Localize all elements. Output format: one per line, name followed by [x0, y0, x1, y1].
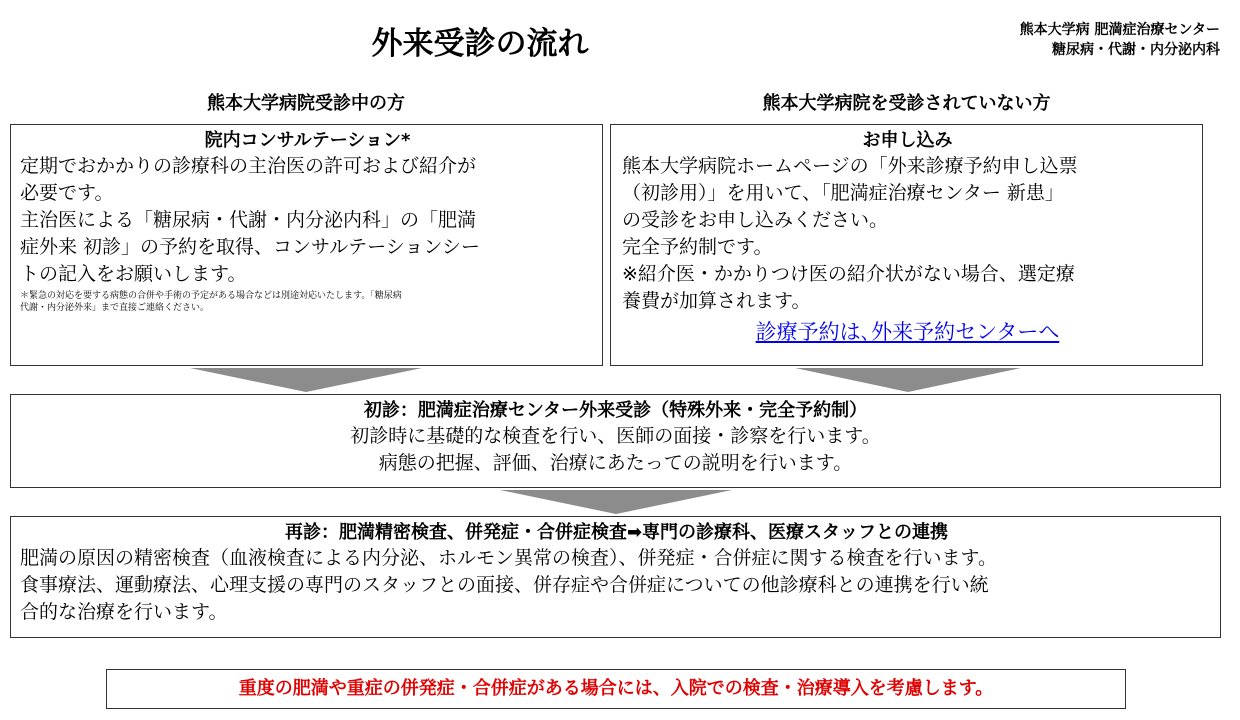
middle-down-arrow [500, 490, 732, 514]
revisit-line-3: 合的な治療を行います。 [20, 601, 228, 623]
application-line-4: 完全予約制です。 [622, 236, 773, 258]
application-box [610, 124, 1203, 366]
emergency-note-line-1: ＊緊急の対応を要する病態の合併や手術の予定がある場合などは別途対応いたします。「糖尿病 [20, 291, 402, 301]
application-title: お申し込み [862, 130, 953, 151]
page-title: 外来受診の流れ [371, 26, 589, 62]
in-hospital-consultation-title: 院内コンサルテーション* [204, 130, 411, 151]
consultation-line-5: トの記入をお願いします。 [20, 263, 247, 285]
first-visit-line-1: 初診時に基礎的な検査を行い、医師の面接・診察を行います。 [350, 425, 881, 447]
emergency-note-line-2: 代謝・内分泌外来」まで直接ご連絡ください。 [20, 303, 210, 313]
revisit-title: 再診：肥満精密検査、併発症・合併症検査➡専門の診療科、医療スタッフとの連携 [284, 522, 949, 543]
consultation-line-1: 定期でおかかりの診療科の主治医の許可および紹介が [20, 155, 477, 177]
revisit-line-1: 肥満の原因の精密検査（血液検査による内分泌、ホルモン異常の検査）、併発症・合併症に関する検査を行います。 [20, 547, 997, 569]
hospitalization-notice-box [106, 669, 1126, 709]
application-line-3: の受診をお申し込みください。 [622, 209, 889, 231]
department-label [1020, 20, 1220, 60]
application-line-6: 養費が加算されます。 [622, 290, 811, 312]
revisit-box [10, 516, 1221, 638]
consultation-line-2: 必要です。 [20, 182, 114, 204]
revisit-line-2: 食事療法、運動療法、心理支援の専門のスタッフとの面接、併存症や合併症についての他診療科との連携を行い統 [20, 574, 989, 596]
first-visit-title: 初診：肥満症治療センター外来受診（特殊外来・完全予約制） [363, 400, 868, 421]
application-line-1: 熊本大学病院ホームページの「外来診療予約申し込票 [622, 155, 1078, 177]
first-visit-line-2: 病態の把握、評価、治療にあたっての説明を行います。 [378, 452, 853, 474]
heading-new-patients: 熊本大学病院を受診されていない方 [762, 93, 1051, 114]
hospitalization-notice-text: 重度の肥満や重症の併発症・合併症がある場合には、入院での検査・治療導入を考慮します。 [238, 678, 994, 699]
department-line-1: 熊本大学病 肥満症治療センター [1019, 22, 1220, 38]
in-hospital-consultation-box [10, 124, 603, 366]
consultation-line-4: 症外来 初診」の予約を取得、コンサルテーションシー [20, 236, 480, 258]
left-down-arrow [190, 368, 422, 392]
first-visit-box [10, 394, 1221, 488]
heading-current-patients: 熊本大学病院受診中の方 [207, 93, 405, 114]
reservation-center-link[interactable]: 診療予約は､外来予約センターへ [755, 320, 1060, 344]
application-line-5: ※紹介医・かかりつけ医の紹介状がない場合、選定療 [622, 263, 1075, 285]
consultation-line-3: 主治医による「糖尿病・代謝・内分泌内科」の「肥満 [20, 209, 477, 231]
right-down-arrow [795, 368, 1021, 392]
department-line-2: 糖尿病・代謝・内分泌内科 [1052, 42, 1220, 58]
application-line-2: （初診用）」を用いて、「肥満症治療センター 新患」 [622, 182, 1064, 204]
